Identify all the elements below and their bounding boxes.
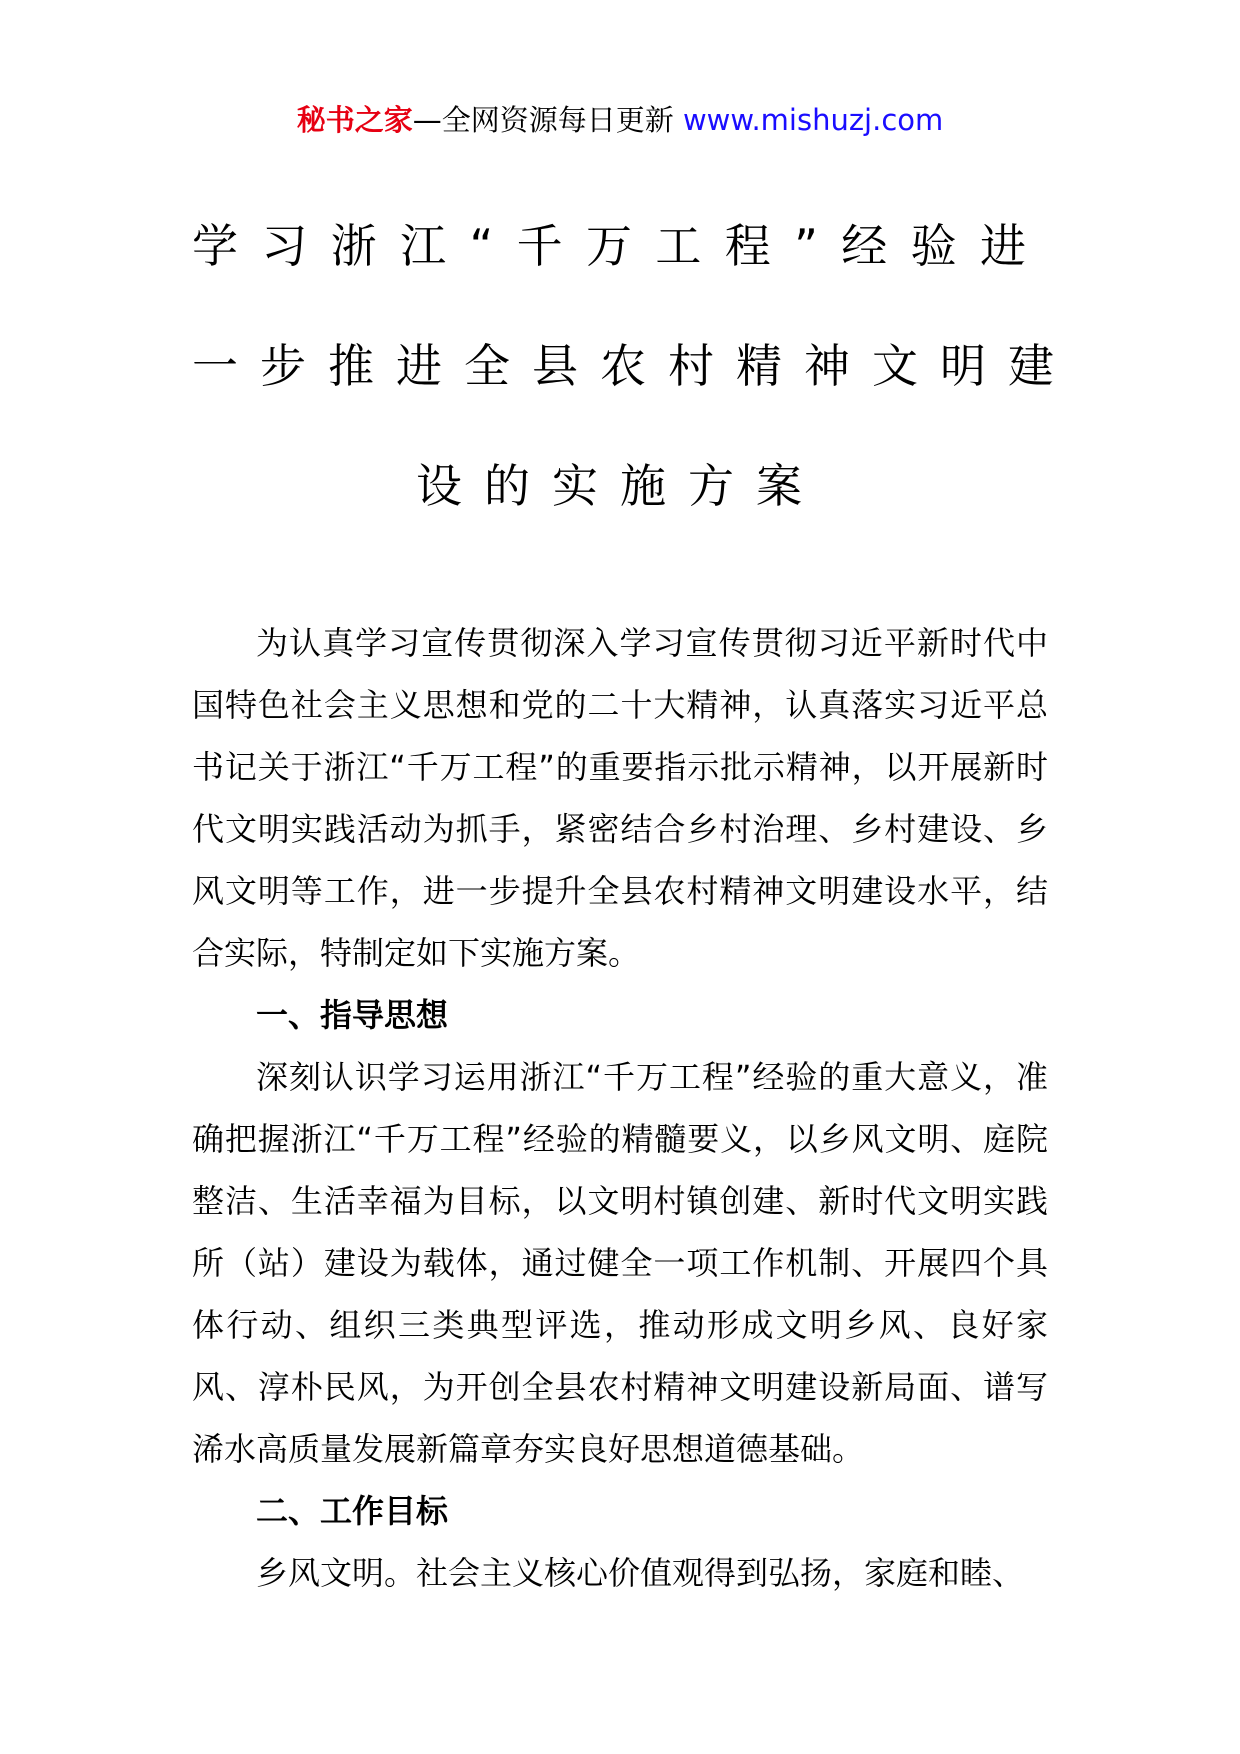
- brand-name: 秘书之家: [296, 103, 413, 137]
- work-goals-paragraph: 乡风文明。社会主义核心价值观得到弘扬，家庭和睦、: [256, 1554, 1025, 1592]
- guiding-ideology-paragraph: 深刻认识学习运用浙江“千万工程”经验的重大意义，准确把握浙江“千万工程”经验的精髓要义，以乡风文明、庭院整洁、生活幸福为目标，以文明村镇创建、新时代文明实践所（站）建设为载体，通过健全一项工作机制、开展四个具体行动、组织三类典型评选，推动形成文明乡风、良好家风、淳朴民风，为开创全县农村精神文明建设新局面、谱写浠水高质量发展新篇章夯实良好思想道德基础。: [192, 1058, 1048, 1468]
- site-url-link[interactable]: www.mishuzj.com: [682, 103, 944, 137]
- banner-tagline: —全网资源每日更新: [412, 103, 674, 137]
- site-banner: [0, 100, 1240, 140]
- title-line-1: 学习浙江“千万工程”经验进: [192, 219, 1048, 273]
- section-heading-guiding-ideology: 一、指导思想: [256, 996, 449, 1034]
- title-line-3: 设的实施方案: [416, 459, 824, 513]
- intro-paragraph: 为认真学习宣传贯彻深入学习宣传贯彻习近平新时代中国特色社会主义思想和党的二十大精神，认真落实习近平总书记关于浙江“千万工程”的重要指示批示精神，以开展新时代文明实践活动为抓手，紧密结合乡村治理、乡村建设、乡风文明等工作，进一步提升全县农村精神文明建设水平，结合实际，特制定如下实施方案。: [192, 624, 1048, 972]
- title-line-2: 一步推进全县农村精神文明建: [192, 339, 1076, 393]
- document-body: [192, 612, 1048, 1604]
- section-heading-work-goals: 二、工作目标: [256, 1492, 449, 1530]
- document-title: [192, 186, 1076, 546]
